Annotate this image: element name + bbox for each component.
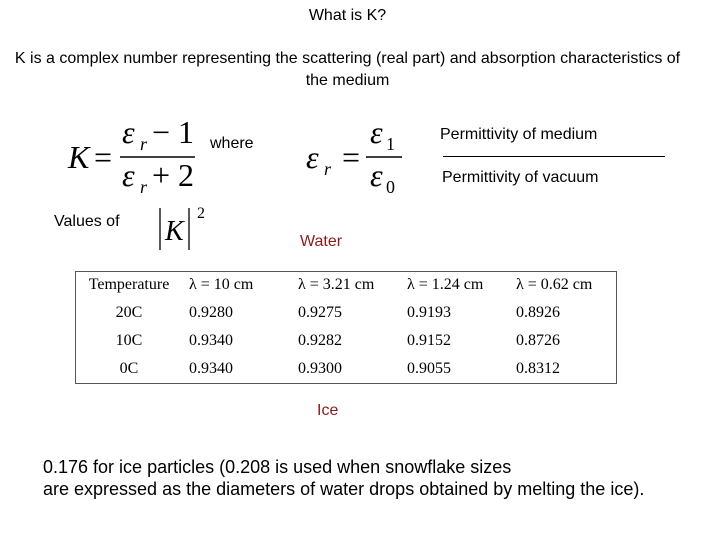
table-cell: 0.9280 bbox=[189, 304, 233, 321]
k-values-table bbox=[75, 271, 619, 383]
k-den-rest: + 2 bbox=[152, 157, 195, 193]
table-header-row bbox=[75, 271, 619, 299]
permittivity-vacuum-label: Permittivity of vacuum bbox=[442, 169, 599, 186]
eps-lhs: ε bbox=[306, 139, 319, 175]
header-temperature: Temperature bbox=[88, 276, 170, 293]
table-cell: 0.9340 bbox=[189, 360, 233, 377]
header-wl-124: λ = 1.24 cm bbox=[407, 276, 484, 293]
table-cell: 0.9300 bbox=[298, 360, 342, 377]
where-label: where bbox=[210, 135, 254, 152]
table-cell: 0.9275 bbox=[298, 304, 342, 321]
k-num-sub: r bbox=[140, 134, 148, 154]
table-cell: 0.9193 bbox=[407, 304, 451, 321]
header-wl-062: λ = 0.62 cm bbox=[516, 276, 593, 293]
k-num-eps: ε bbox=[122, 114, 135, 150]
table-row bbox=[75, 327, 619, 355]
ice-note bbox=[43, 456, 718, 500]
ice-note-line-1: 0.176 for ice particles (0.208 is used when snowflake sizes bbox=[43, 457, 512, 477]
eps-num: ε bbox=[370, 114, 383, 150]
page-title: What is K? bbox=[308, 7, 387, 24]
k-equals: = bbox=[94, 139, 113, 175]
k-num-rest: − 1 bbox=[152, 114, 195, 150]
table-cell: 0.9055 bbox=[407, 360, 451, 377]
eps-den-sub: 0 bbox=[386, 177, 395, 197]
epsilon-formula bbox=[300, 110, 410, 200]
k-lhs: K bbox=[68, 139, 90, 175]
permittivity-divider bbox=[443, 156, 665, 157]
header-wl-321: λ = 3.21 cm bbox=[298, 276, 375, 293]
table-cell: 10C bbox=[115, 332, 143, 349]
k-den-eps: ε bbox=[122, 157, 135, 193]
k-den-sub: r bbox=[140, 177, 148, 197]
table-row bbox=[75, 299, 619, 327]
ice-label: Ice bbox=[317, 402, 339, 419]
table-cell: 0.9282 bbox=[298, 332, 342, 349]
table-cell: 0.9340 bbox=[189, 332, 233, 349]
eps-lhs-sub: r bbox=[324, 159, 332, 179]
table-cell: 0.9152 bbox=[407, 332, 451, 349]
table-cell: 0.8312 bbox=[516, 360, 560, 377]
header-wl-10: λ = 10 cm bbox=[189, 276, 254, 293]
values-of-label: Values of bbox=[54, 213, 120, 230]
table-cell: 20C bbox=[115, 304, 143, 321]
abs-k-symbol: K bbox=[165, 216, 184, 247]
intro-text: K is a complex number representing the scattering (real part) and absorption characteristics of the medium bbox=[14, 50, 681, 89]
table-cell: 0.8726 bbox=[516, 332, 560, 349]
table-cell: 0.8926 bbox=[516, 304, 560, 321]
eps-num-sub: 1 bbox=[386, 134, 395, 154]
table-cell: 0C bbox=[119, 360, 139, 377]
eps-equals: = bbox=[342, 139, 361, 175]
ice-note-line-2: are expressed as the diameters of water drops obtained by melting the ice). bbox=[43, 479, 645, 499]
water-label: Water bbox=[300, 233, 343, 250]
k-formula bbox=[60, 110, 210, 200]
permittivity-medium-label: Permittivity of medium bbox=[440, 126, 598, 143]
eps-den: ε bbox=[370, 157, 383, 193]
abs-k-squared bbox=[155, 200, 215, 255]
abs-k-exponent: 2 bbox=[197, 205, 205, 222]
table-row bbox=[75, 355, 619, 383]
